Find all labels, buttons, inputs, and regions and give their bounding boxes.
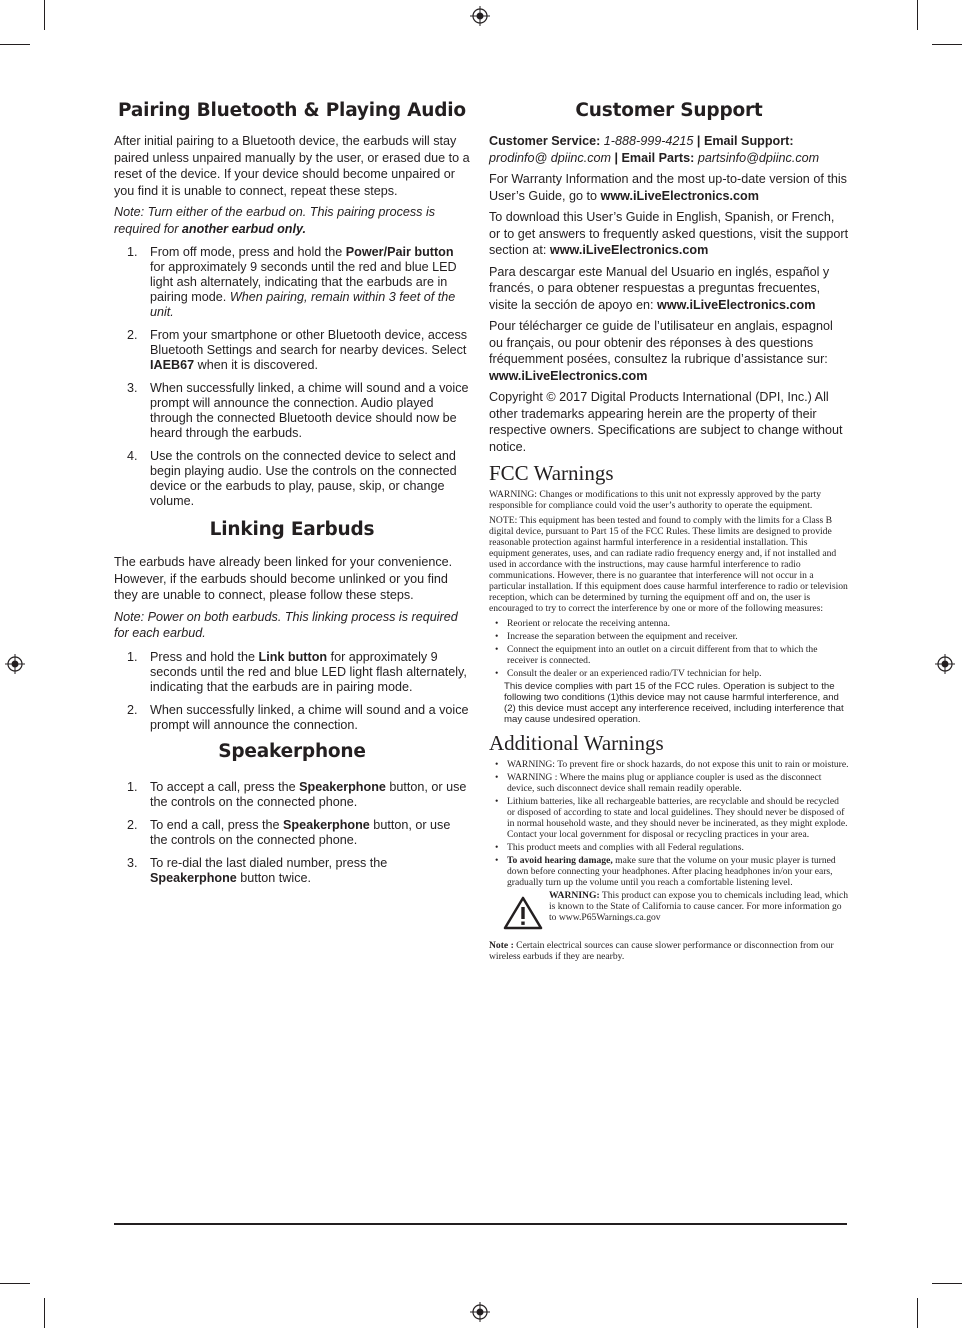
crop-mark	[44, 0, 45, 30]
warranty-info: For Warranty Information and the most up-to-date version of this User’s Guide, go to www.iLiveElectronics.com	[489, 172, 847, 203]
list-item: 3. When successfully linked, a chime will sound and a voice prompt will announce the connection. Audio played through the connected Bluetooth device should now be heard through the earbuds.	[127, 381, 469, 440]
fcc-warning: WARNING: Changes or modifications to this unit not expressly approved by the party responsible for compliance could void the user’s authority to operate the equipment.	[489, 489, 821, 511]
linking-note: Note: Power on both earbuds. This linking process is required for each earbud.	[114, 609, 458, 640]
interference-note: Note : Certain electrical sources can cause slower performance or disconnection from our wireless earbuds if they are nearby.	[489, 940, 834, 962]
linking-steps	[114, 650, 470, 733]
pairing-steps	[114, 245, 470, 509]
list-item: 2. When successfully linked, a chime will sound and a voice prompt will announce the connection.	[127, 702, 469, 732]
list-item: • Lithium batteries, like all rechargeable batteries, are recyclable and should be recycled or disposed of according to state and local guidelines. They should never be disposed of in normal household waste, and they should never be incinerated, as they might explode. Contact your local government for disposal or recycling practices in your area.	[495, 796, 848, 840]
list-item: • WARNING : Where the mains plug or appliance coupler is used as the disconnect device, such disconnect device shall remain readily operable.	[495, 772, 822, 794]
download-info: To download this User’s Guide in English, Spanish, or French, or to get answers to frequently asked questions, visit the support section at: www.iLiveElectronics.com	[489, 210, 849, 257]
pairing-note: Note: Turn either of the earbud on. This pairing process is required for another earbud only.	[114, 205, 436, 236]
list-item: 4. Use the controls on the connected device to select and begin playing audio. Use the controls on the connected device or the earbuds to play, pause, skip, or change volume.	[127, 449, 457, 508]
list-item: 2. From your smartphone or other Bluetooth device, access Bluetooth Settings and search for nearby devices. Select IAEB67 when it is discovered.	[127, 328, 468, 372]
list-item: 3. To re-dial the last dialed number, press the Speakerphone button twice.	[127, 855, 388, 885]
crop-mark	[932, 44, 962, 45]
customer-support-heading: Customer Support	[575, 100, 763, 121]
registration-mark-icon	[935, 654, 955, 674]
list-item: • To avoid hearing damage, make sure that the volume on your music player is turned down before connecting your headphones. After placing headphones in/on your ears, gradually turn up the volume until you reach a comfortable listening level.	[495, 855, 836, 888]
right-column	[489, 100, 849, 966]
french-info: Pour télécharger ce guide de l’utilisateur en anglais, espagnol ou français, ou pour obtenir des réponses à des questions fréquemment posées, consultez la rubrique d’assistance sur: www.iLiveElectronics.com	[489, 319, 833, 383]
crop-mark	[0, 44, 30, 45]
warning-triangle-icon	[503, 896, 543, 930]
footer-rule	[114, 1223, 847, 1225]
speakerphone-heading: Speakerphone	[218, 740, 366, 762]
linking-heading: Linking Earbuds	[209, 519, 375, 540]
registration-mark-icon	[470, 6, 490, 26]
list-item: • Reorient or relocate the receiving antenna.	[495, 618, 671, 629]
list-item: 2. To end a call, press the Speakerphone button, or use the controls on the connected phone.	[127, 817, 451, 847]
prop65-text: WARNING: This product can expose you to chemicals including lead, which is known to the State of California to cause cancer. For more information go to www.P65Warnings.ca.gov	[549, 890, 849, 923]
website-link[interactable]: www.iLiveElectronics.com	[549, 243, 709, 257]
fcc-part15: This device complies with part 15 of the FCC rules. Operation is subject to the following two conditions (1)this device may not cause harmful interference, and (2) this device must accept any interference received, including interference that may cause undesired operation.	[504, 681, 844, 725]
linking-section	[114, 519, 470, 733]
linking-intro: The earbuds have already been linked for your convenience. However, if the earbuds should become unlinked or you find they are unable to connect, please follow these steps.	[114, 555, 453, 602]
list-item: • Connect the equipment into an outlet on a circuit different from that to which the receiver is connected.	[495, 644, 818, 666]
pairing-section	[114, 100, 470, 509]
additional-warnings-section	[489, 731, 849, 962]
website-link[interactable]: www.iLiveElectronics.com	[600, 188, 759, 203]
fcc-note: NOTE: This equipment has been tested and found to comply with the limits for a Class B digital device, pursuant to Part 15 of the FCC Rules. These limits are designed to provide reasonable protection against harmful interference in a residential installation. This equipment generates, uses, and can radiate radio frequency energy and, if not installed and used in accordance with the instructions, may cause harmful interference to radio communications. However, there is no guarantee that interference will not occur in a particular installation. If this equipment does cause harmful interference to radio or television reception, which can be determined by turning the equipment off and on, the user is encouraged to try to correct the interference by one or more of the following measures:	[489, 515, 848, 614]
prop65-warning	[503, 890, 849, 930]
list-item: 1. To accept a call, press the Speakerphone button, or use the controls on the connected phone.	[127, 779, 467, 809]
left-column	[114, 100, 470, 894]
additional-warnings-heading: Additional Warnings	[489, 731, 664, 755]
list-item: 1. From off mode, press and hold the Power/Pair button for approximately 9 seconds until the red and blue LED light ash alternately, indicating that the earbuds are in pairing mode. When pairing, remain within 3 feet of the unit.	[127, 245, 457, 319]
speakerphone-section	[114, 741, 470, 886]
list-item: • Increase the separation between the equipment and receiver.	[495, 631, 738, 642]
fcc-heading: FCC Warnings	[489, 461, 614, 485]
crop-mark	[44, 1298, 45, 1328]
website-link[interactable]: www.iLiveElectronics.com	[489, 368, 648, 383]
crop-mark	[932, 1283, 962, 1284]
crop-mark	[917, 0, 918, 30]
customer-support-section	[489, 100, 849, 455]
crop-mark	[0, 1283, 30, 1284]
list-item: • WARNING: To prevent fire or shock hazards, do not expose this unit to rain or moisture.	[495, 759, 849, 770]
copyright: Copyright © 2017 Digital Products International (DPI, Inc.) All other trademarks appearing herein are the property of their respective owners. Specifications are subject to change without notice.	[489, 390, 843, 454]
additional-warnings-list	[489, 759, 849, 888]
pairing-heading: Pairing Bluetooth & Playing Audio	[118, 100, 466, 121]
registration-mark-icon	[5, 654, 25, 674]
spanish-info: Para descargar este Manual del Usuario en inglés, español y francés, o para obtener respuestas a preguntas frecuentes, visite la sección de apoyo en: www.iLiveElectronics.com	[489, 264, 830, 312]
contact-line: Customer Service: 1-888-999-4215 | Email Support: prodinfo@ dpiinc.com | Email Parts: partsinfo@dpiinc.com	[489, 134, 820, 165]
speakerphone-steps	[114, 780, 470, 886]
pairing-intro: After initial pairing to a Bluetooth device, the earbuds will stay paired unless unpaired manually by the user, or erased due to a reset of the device. If your device should become unpaired or you find it is unable to connect, repeat these steps.	[114, 134, 470, 198]
fcc-measures	[489, 618, 849, 679]
registration-mark-icon	[470, 1302, 490, 1322]
list-item: • This product meets and complies with all Federal regulations.	[495, 842, 744, 853]
fcc-section	[489, 461, 849, 725]
crop-mark	[917, 1298, 918, 1328]
website-link[interactable]: www.iLiveElectronics.com	[657, 297, 816, 312]
list-item: 1. Press and hold the Link button for approximately 9 seconds until the red and blue LED light flash alternately, indicating that the earbuds are in pairing mode.	[127, 649, 467, 694]
list-item: • Consult the dealer or an experienced radio/TV technician for help.	[495, 668, 762, 679]
